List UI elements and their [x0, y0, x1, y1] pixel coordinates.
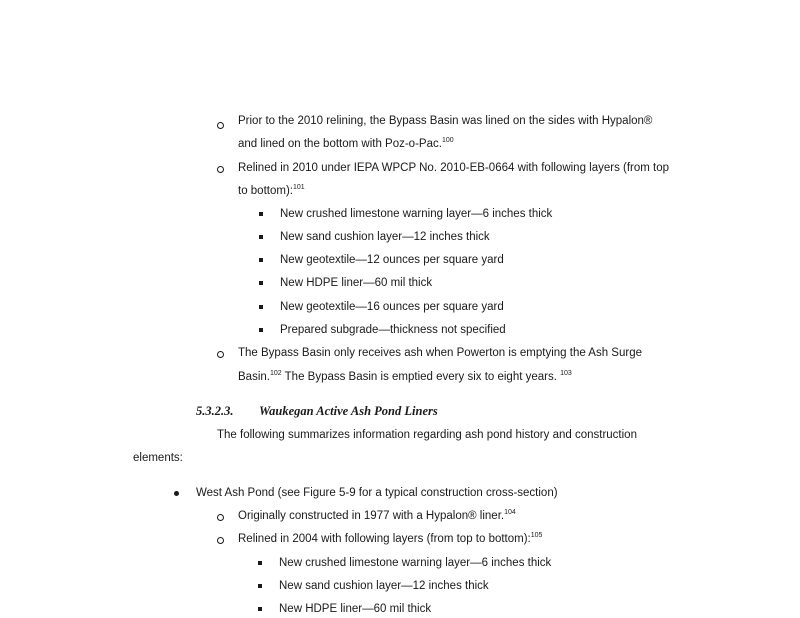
west-pond-item1: Originally constructed in 1977 with a Hypalon® liner.$^{104}$ — [238, 509, 516, 522]
square-bullet — [259, 305, 263, 309]
bypass-layer: New geotextile—16 ounces per square yard — [280, 301, 504, 313]
west-pond-item2: Relined in 2004 with following layers (from top to bottom):$^{105}$ — [238, 532, 543, 545]
bypass-item3-line1: The Bypass Basin only receives ash when Powerton is emptying the Ash Surge — [238, 347, 642, 359]
bypass-item1-line1: Prior to the 2010 relining, the Bypass Basin was lined on the sides with Hypalon® — [238, 115, 653, 127]
bypass-item2-line1: Relined in 2010 under IEPA WPCP No. 2010-EB-0664 with following layers (from top — [238, 162, 670, 174]
bypass-item2-line2: to bottom):$^{101}$ — [238, 184, 305, 197]
west-pond-title: West Ash Pond (see Figure 5-9 for a typical construction cross-section) — [196, 487, 558, 499]
section-intro-line2: elements: — [133, 452, 183, 464]
section-intro-line1: The following summarizes information regarding ash pond history and construction — [217, 429, 637, 441]
square-bullet — [258, 584, 262, 588]
bypass-item3-line2: Basin.$^{102}$ The Bypass Basin is emptied every six to eight years. $^{103}$ — [238, 370, 572, 383]
bypass-layer: Prepared subgrade—thickness not specified — [280, 324, 506, 336]
circle-bullet — [217, 537, 224, 544]
square-bullet — [258, 561, 262, 565]
square-bullet — [259, 235, 263, 239]
bypass-item1-line2: and lined on the bottom with Poz-o-Pac.$^{100}$ — [238, 137, 454, 150]
footnote-ref: 101 — [292, 184, 305, 192]
west-pond-layer: New sand cushion layer—12 inches thick — [279, 580, 489, 592]
west-pond-layer: New crushed limestone warning layer—6 inches thick — [279, 557, 552, 569]
footnote-ref: 103 — [560, 370, 572, 378]
bypass-layer: New crushed limestone warning layer—6 inches thick — [280, 208, 553, 220]
square-bullet — [258, 607, 262, 611]
square-bullet — [259, 212, 263, 216]
west-pond-layer: New HDPE liner—60 mil thick — [279, 603, 432, 615]
bypass-layer: New sand cushion layer—12 inches thick — [280, 231, 490, 243]
circle-bullet — [217, 514, 224, 521]
bypass-layer: New HDPE liner—60 mil thick — [280, 277, 433, 289]
section-number: 5.3.2.3. — [196, 404, 234, 418]
footnote-ref: 102 — [269, 370, 282, 378]
bypass-layer: New geotextile—12 ounces per square yard — [280, 254, 504, 266]
footnote-ref: 105 — [530, 532, 543, 540]
circle-bullet — [217, 166, 224, 173]
circle-bullet — [217, 122, 224, 129]
square-bullet — [259, 281, 263, 285]
square-bullet — [259, 258, 263, 262]
section-title: Waukegan Active Ash Pond Liners — [259, 404, 438, 418]
footnote-ref: 104 — [504, 509, 516, 517]
circle-bullet — [217, 351, 224, 358]
footnote-ref: 100 — [441, 137, 454, 145]
disc-bullet — [174, 491, 179, 496]
square-bullet — [259, 328, 263, 332]
